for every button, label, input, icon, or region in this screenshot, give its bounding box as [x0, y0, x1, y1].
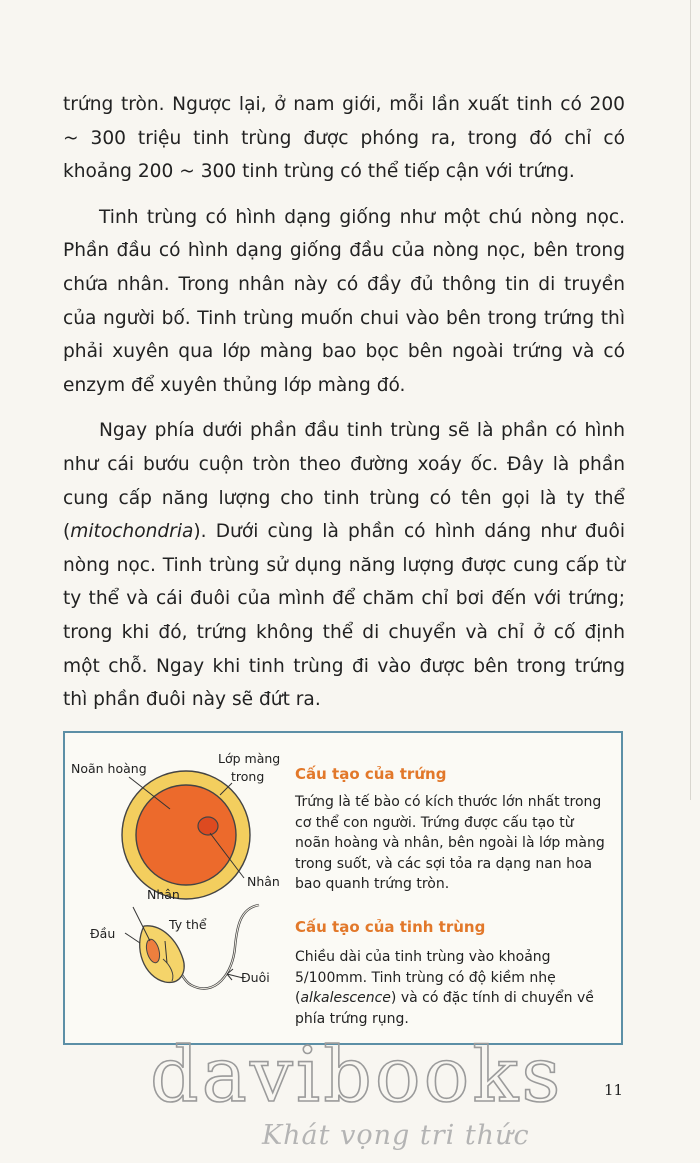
label-duoi: Đuôi	[241, 970, 270, 985]
info-box	[63, 731, 623, 1045]
watermark-slogan: Khát vọng tri thức	[262, 1120, 530, 1151]
paragraph-2: Tinh trùng có hình dạng giống như một chú nòng nọc. Phần đầu có hình dạng giống đầu của nòng nọc, bên trong chứa nhân. Trong nhân này có đầy đủ thông tin di truyền của người bố. Tinh trùng muốn chui vào bên trong trứng thì phải xuyên qua lớp màng bao bọc bên ngoài trứng và có enzym để xuyên thủng lớp màng đó.	[63, 206, 625, 396]
alkalescence-term: alkalescence	[300, 990, 391, 1006]
egg-nucleus	[198, 817, 218, 835]
paragraph-1: trứng tròn. Ngược lại, ở nam giới, mỗi lần xuất tinh có 200 ~ 300 triệu tinh trùng được phóng ra, trong đó chỉ có khoảng 200 ~ 300 tinh trùng có thể tiếp cận với trứng.	[63, 94, 625, 183]
body-text	[63, 88, 625, 729]
egg-structure-text: Trứng là tế bào có kích thước lớn nhất trong cơ thể con người. Trứng được cấu tạo từ noãn hoàng và nhân, bên ngoài là lớp màng trong suốt, và các sợi tỏa ra dạng nan hoa bao quanh trứng tròn.	[295, 794, 605, 892]
sperm-structure-text: Chiều dài của tinh trùng vào khoảng 5/100mm. Tinh trùng có độ kiềm nhẹ (alkalescence) và có đặc tính di chuyển về phía trứng rụng.	[295, 949, 594, 1027]
label-nhan-sperm: Nhân	[147, 887, 180, 902]
label-ty-the: Ty thể	[169, 917, 207, 932]
egg-structure-heading: Cấu tạo của trứng	[295, 765, 447, 783]
sperm-structure-heading: Cấu tạo của tinh trùng	[295, 918, 486, 936]
paragraph-3: Ngay phía dưới phần đầu tinh trùng sẽ là phần có hình như cái bướu cuộn tròn theo đường xoáy ốc. Đây là phần cung cấp năng lượng cho tinh trùng có tên gọi là ty thể (mitochondria). Dưới cùng là phần có hình dáng như đuôi nòng nọc. Tinh trùng sử dụng năng lượng được cung cấp từ ty thể và cái đuôi của mình để chăm chỉ bơi đến với trứng; trong khi đó, trứng không thể di chuyển và chỉ ở cố định một chỗ. Ngay khi tinh trùng đi vào được bên trong trứng thì phần đuôi này sẽ đứt ra.	[63, 420, 625, 711]
page-number: 11	[604, 1081, 624, 1099]
label-dau: Đầu	[90, 926, 116, 941]
label-nhan-egg: Nhân	[247, 874, 280, 889]
watermark-logo: davibooks	[150, 1030, 564, 1119]
label-lop-mang-line2: trong	[231, 769, 265, 784]
page-edge-line	[690, 0, 691, 800]
label-noan-hoang: Noãn hoàng	[71, 761, 147, 776]
label-lop-mang-line1: Lớp màng	[218, 751, 281, 766]
egg-yolk	[136, 785, 236, 885]
mitochondria-term: mitochondria	[70, 521, 194, 543]
